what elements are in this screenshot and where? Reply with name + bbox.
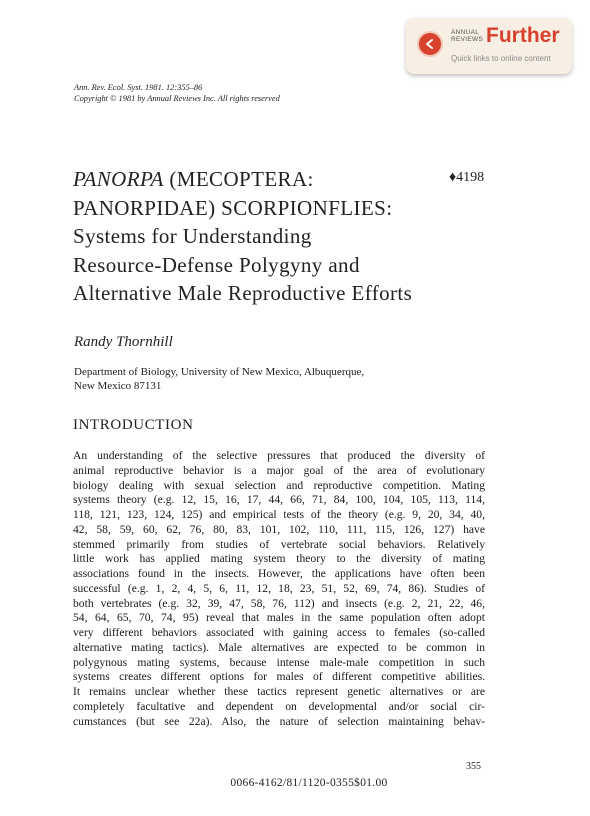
paragraph-line: cumstances (but see 22a). Also, the nature of selection maintaining behav- — [73, 714, 485, 728]
introduction-paragraph — [73, 449, 485, 729]
section-heading: INTRODUCTION — [73, 417, 194, 433]
paragraph-line: polygynous mating systems, because intense male-male competition in such — [73, 655, 485, 669]
paragraph-line: 54, 64, 65, 70, 74, 95) reveal that males in the same population often adopt — [73, 611, 485, 625]
badge-further-label: Further — [486, 24, 560, 47]
paragraph-line: completely facultative and dependent on developmental and/or social cir- — [73, 699, 485, 713]
title-line-5: Alternative Male Reproductive Efforts — [73, 281, 413, 305]
badge-subtitle: Quick links to online content — [451, 54, 551, 63]
paragraph-line: systems theory (e.g. 12, 15, 16, 17, 44, 66, 71, 84, 100, 104, 105, 113, 114, — [73, 493, 485, 507]
paragraph-line: systems creates different options for males of different competitive abilities. — [73, 670, 485, 684]
journal-citation-block — [74, 82, 280, 104]
paragraph-line: very different behaviors associated with gaining access to females (so-called — [73, 626, 485, 639]
title-line-1-rest: (MECOPTERA: — [169, 167, 314, 191]
author-name: Randy Thornhill — [74, 334, 173, 350]
article-title — [73, 165, 513, 308]
paragraph-line: 42, 58, 59, 60, 62, 76, 80, 83, 101, 102, 110, 111, 115, 126, 127) have — [73, 522, 485, 536]
journal-citation: Ann. Rev. Ecol. Syst. 1981. 12:355–86 — [74, 83, 203, 92]
title-line-1 — [73, 165, 513, 194]
paragraph-line: both vertebrates (e.g. 32, 39, 47, 58, 76, 112) and insects (e.g. 2, 21, 22, 46, — [73, 596, 485, 610]
title-genus: PANORPA — [73, 167, 164, 191]
annual-reviews-further-badge[interactable] — [406, 18, 572, 74]
paragraph-line: It remains unclear whether these tactics represent genetic alternatives or are — [73, 685, 485, 698]
author-affiliation — [74, 365, 404, 393]
journal-copyright: Copyright © 1981 by Annual Reviews Inc. All rights reserved — [74, 94, 280, 103]
paragraph-line: An understanding of the selective pressures that produced the diversity of — [73, 449, 485, 462]
paragraph-line: 118, 121, 123, 124, 125) and empirical tests of the theory (e.g. 9, 20, 34, 40, — [73, 508, 485, 521]
paragraph-line: alternative mating tactics). Male alternatives are expected to be common in — [73, 640, 485, 654]
paragraph-line: biology dealing with sexual selection and reproductive competition. Mating — [73, 478, 485, 492]
title-line-4: Resource-Defense Polygyny and — [73, 252, 360, 277]
affiliation-line-2: New Mexico 87131 — [74, 380, 162, 392]
reference-number: ♦4198 — [449, 170, 485, 185]
affiliation-line-1: Department of Biology, University of New Mexico, Albuquerque, — [74, 366, 365, 378]
footer-code-line — [0, 777, 590, 789]
title-line-3: Systems for Understanding — [73, 224, 312, 248]
badge-annual-reviews-label: ANNUAL REVIEWS — [451, 29, 484, 43]
title-line-2: PANORPIDAE) SCORPIONFLIES: — [73, 195, 393, 220]
play-arrow-icon — [417, 31, 443, 57]
page-number: 355 — [466, 761, 481, 772]
paragraph-line: successful (e.g. 1, 2, 4, 5, 6, 11, 12, 18, 23, 51, 52, 69, 74, 86). Studies of — [73, 581, 485, 595]
article-code: 0066-4162/81/1120-0355$01.00 — [230, 777, 388, 789]
paragraph-line: animal reproductive behavior is a major goal of the area of evolutionary — [73, 463, 485, 477]
paragraph-line: little work has applied mating system theory to the diversity of mating — [73, 552, 485, 566]
paragraph-line: associations found in the insects. However, the applications have often been — [73, 567, 485, 580]
paragraph-line: stemmed primarily from studies of vertebrate social behaviors. Relatively — [73, 537, 485, 551]
